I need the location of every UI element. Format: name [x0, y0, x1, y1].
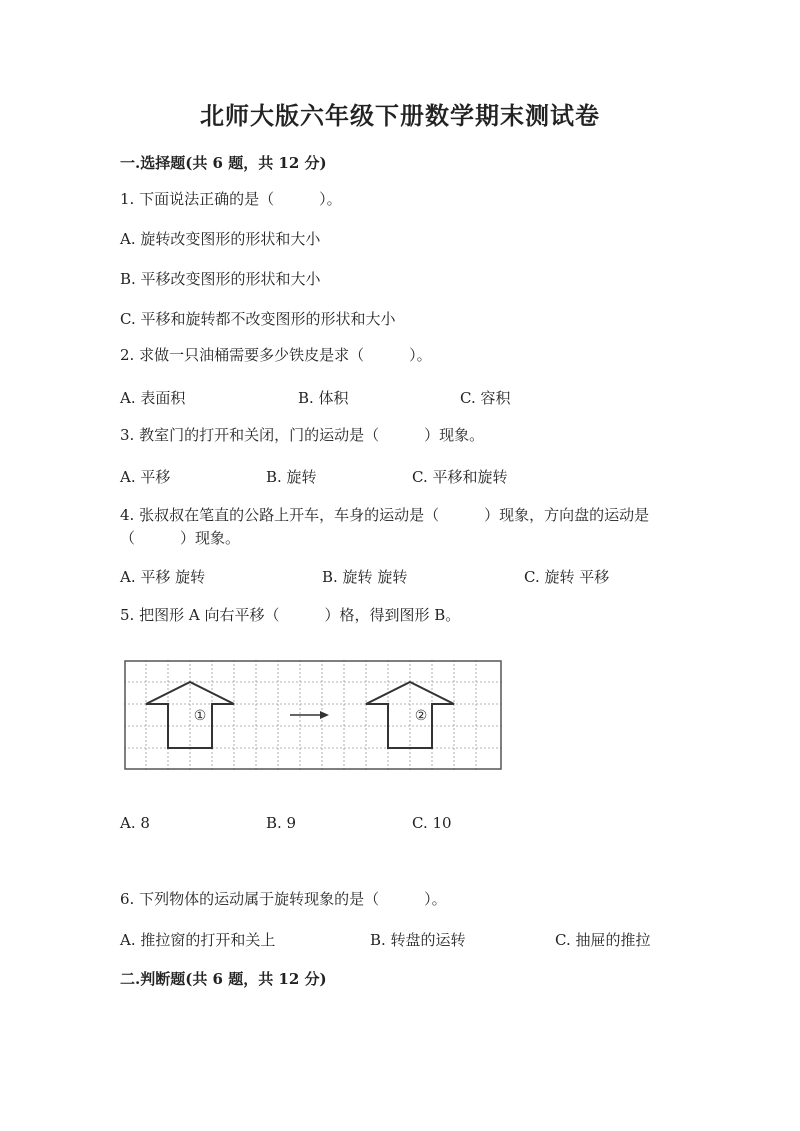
question-4-line-1: 4. 张叔叔在笔直的公路上开车，车身的运动是（ ）现象，方向盘的运动是	[120, 506, 650, 524]
q3-option-a: A. 平移	[120, 468, 171, 486]
question-2: 2. 求做一只油桶需要多少铁皮是求（ ）。	[120, 346, 432, 364]
q6-option-c: C. 抽屉的推拉	[555, 931, 651, 949]
q3-option-c: C. 平移和旋转	[412, 468, 508, 486]
grid-lines	[124, 660, 504, 772]
q6-option-b: B. 转盘的运转	[370, 931, 466, 949]
q1-option-b: B. 平移改变图形的形状和大小	[120, 270, 321, 288]
section-heading-choice: 一.选择题(共 6 题，共 12 分)	[120, 154, 327, 172]
q6-option-a: A. 推拉窗的打开和关上	[120, 931, 276, 949]
section-heading-judgement: 二.判断题(共 6 题，共 12 分)	[120, 970, 327, 988]
shape-a-label: ①	[193, 708, 207, 724]
arrow-shape-b	[366, 682, 454, 748]
q5-option-b: B. 9	[266, 814, 297, 832]
q4-option-b: B. 旋转 旋转	[322, 568, 408, 586]
q2-option-c: C. 容积	[460, 389, 511, 407]
page-title: 北师大版六年级下册数学期末测试卷	[200, 101, 600, 130]
q3-option-b: B. 旋转	[266, 468, 317, 486]
direction-arrow-head	[320, 711, 329, 719]
arrow-shape-a	[146, 682, 234, 748]
q1-option-c: C. 平移和旋转都不改变图形的形状和大小	[120, 310, 396, 328]
q2-option-b: B. 体积	[298, 389, 349, 407]
question-1: 1. 下面说法正确的是（ ）。	[120, 190, 342, 208]
question-3: 3. 教室门的打开和关闭，门的运动是（ ）现象。	[120, 426, 485, 444]
question-4-line-2: （ ）现象。	[120, 529, 241, 547]
q4-option-a: A. 平移 旋转	[120, 568, 206, 586]
q1-option-a: A. 旋转改变图形的形状和大小	[120, 230, 321, 248]
q4-option-c: C. 旋转 平移	[524, 568, 610, 586]
shape-b-label: ②	[414, 708, 428, 724]
question-5: 5. 把图形 A 向右平移（ ）格，得到图形 B。	[120, 606, 461, 624]
q5-option-a: A. 8	[120, 814, 150, 832]
q5-option-c: C. 10	[412, 814, 452, 832]
translation-grid-figure	[124, 660, 504, 772]
q2-option-a: A. 表面积	[120, 389, 186, 407]
question-6: 6. 下列物体的运动属于旋转现象的是（ ）。	[120, 890, 447, 908]
